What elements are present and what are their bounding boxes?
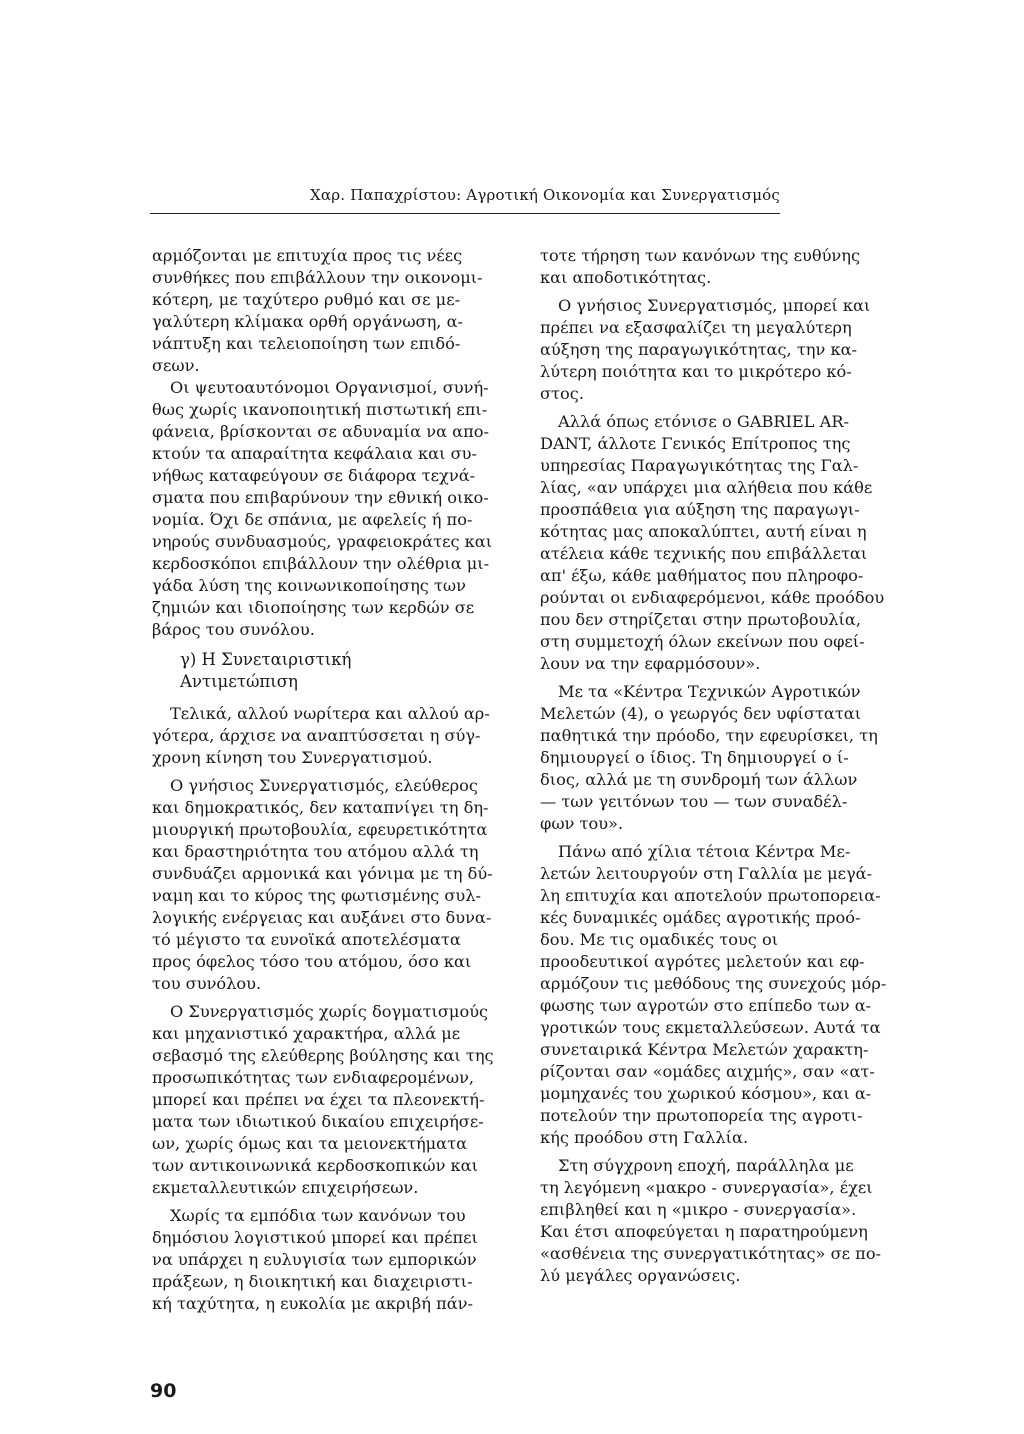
text-line: δου. Με τις ομαδικές τους οι: [540, 930, 779, 949]
text-line: κότερη, με ταχύτερο ρυθμό και σε με-: [152, 290, 461, 309]
text-line: συνεταιρικά Κέντρα Μελετών χαρακτη-: [540, 1040, 869, 1059]
text-line: γάδα λύση της κοινωνικοποίησης των: [152, 576, 466, 595]
text-line: κερδοσκόποι επιβάλλουν την ολέθρια μι-: [152, 554, 490, 573]
text-line: σεβασμό της ελεύθερης βούλησης και της: [152, 1046, 494, 1065]
header-rule: [150, 213, 780, 214]
text-line: μομηχανές του χωρικού κόσμου», και α-: [540, 1084, 872, 1103]
text-line: προσωπικότητας των ενδιαφερομένων,: [152, 1068, 475, 1087]
text-line: ποτελούν την πρωτοπορεία της αγροτι-: [540, 1106, 863, 1125]
text-line: αρμόζουν τις μεθόδους της συνεχούς μόρ-: [540, 974, 887, 993]
text-line: σεων.: [152, 356, 200, 375]
text-line: τοτε τήρηση των κανόνων της ευθύνης: [540, 246, 861, 265]
text-line: λύτερη ποιότητα και το μικρότερο κό-: [540, 362, 852, 381]
text-line: Ο Συνεργατισμός χωρίς δογματισμούς: [170, 1002, 489, 1021]
text-line: δημιουργεί ο ίδιος. Τη δημιουργεί ο ί-: [540, 748, 849, 767]
text-line: Αλλά όπως ετόνισε ο GABRIEL AR-: [558, 412, 849, 431]
text-line: νήθως καταφεύγουν σε διάφορα τεχνά-: [152, 466, 476, 485]
text-line: συνδυάζει αρμονικά και γόνιμα με τη δύ-: [152, 864, 493, 883]
text-line: απ' έξω, κάθε μαθήματος που πληροφο-: [540, 566, 864, 585]
text-line: κές δυναμικές ομάδες αγροτικής προό-: [540, 908, 861, 927]
text-line: βάρος του συνόλου.: [152, 620, 315, 639]
text-line: λη επιτυχία και αποτελούν πρωτοπορεια-: [540, 886, 881, 905]
text-line: και αποδοτικότητας.: [540, 268, 712, 287]
text-line: γότερα, άρχισε να αναπτύσσεται η σύγ-: [152, 726, 481, 745]
text-line: Τελικά, αλλού νωρίτερα και αλλού αρ-: [170, 704, 490, 723]
text-line: επιβληθεί και η «μικρο - συνεργασία».: [540, 1200, 857, 1219]
text-line: Πάνω από χίλια τέτοια Κέντρα Με-: [558, 842, 851, 861]
text-line: Οι ψευτοαυτόνομοι Οργανισμοί, συνή-: [170, 378, 489, 397]
text-line: και δημοκρατικός, δεν καταπνίγει τη δη-: [152, 798, 489, 817]
text-line: αρμόζονται με επιτυχία προς τις νέες: [152, 246, 463, 265]
text-line: ματα των ιδιωτικού δικαίου επιχειρήσε-: [152, 1112, 484, 1131]
text-line: ων, χωρίς όμως και τα μειονεκτήματα: [152, 1134, 468, 1153]
text-line: μπορεί και πρέπει να έχει τα πλεονεκτή-: [152, 1090, 485, 1109]
text-line: λετών λειτουργούν στη Γαλλία με μεγά-: [540, 864, 873, 883]
text-line: στος.: [540, 384, 584, 403]
text-line: αύξηση της παραγωγικότητας, την κα-: [540, 340, 857, 359]
text-line: και δραστηριότητα του ατόμου αλλά τη: [152, 842, 479, 861]
text-line: να υπάρχει η ευλυγισία των εμπορικών: [152, 1250, 477, 1269]
section-subheading: γ) Η Συνεταιριστική Αντιμετώπιση: [180, 650, 352, 691]
text-line: νάπτυξη και τελειοποίηση των επιδό-: [152, 334, 461, 353]
running-header: Χαρ. Παπαχρίστου: Αγροτική Οικονομία και Συνεργατισμός: [310, 186, 780, 204]
text-line: συνθήκες που επιβάλλουν την οικονομι-: [152, 268, 483, 287]
text-line: Ο γνήσιος Συνεργατισμός, ελεύθερος: [170, 776, 478, 795]
text-line: νηρούς συνδυασμούς, γραφειοκράτες και: [152, 532, 493, 551]
text-line: κή ταχύτητα, η ευκολία με ακριβή πάν-: [152, 1294, 473, 1313]
text-line: νομία. Όχι δε σπάνια, με αφελείς ή πο-: [152, 510, 473, 529]
text-line: θως χωρίς ικανοποιητική πιστωτική επι-: [152, 400, 488, 419]
text-line: που δεν στηρίζεται στην πρωτοβουλία,: [540, 610, 861, 629]
text-line: κτούν τα απαραίτητα κεφάλαια και συ-: [152, 444, 477, 463]
text-line: προς όφελος τόσο του ατόμου, όσο και: [152, 952, 472, 971]
text-line: σματα που επιβαρύνουν την εθνική οικο-: [152, 488, 489, 507]
text-line: «ασθένεια της συνεργατικότητας» σε πο-: [540, 1244, 882, 1263]
text-line: λίας, «αν υπάρχει μια αλήθεια που κάθε: [540, 478, 873, 497]
text-line: ρούνται οι ενδιαφερόμενοι, κάθε προόδου: [540, 588, 885, 607]
text-line: — των γειτόνων του — των συναδέλ-: [540, 792, 848, 811]
text-line: των αντικοινωνικά κερδοσκοπικών και: [152, 1156, 478, 1175]
text-line: διος, αλλά με τη συνδρομή των άλλων: [540, 770, 858, 789]
text-line: γαλύτερη κλίμακα ορθή οργάνωση, α-: [152, 312, 463, 331]
text-line: Στη σύγχρονη εποχή, παράλληλα με: [558, 1156, 854, 1175]
text-line: κής προόδου στη Γαλλία.: [540, 1128, 749, 1147]
text-line: τό μέγιστο τα ευνοϊκά αποτελέσματα: [152, 930, 461, 949]
text-line: ναμη και το κύρος της φωτισμένης συλ-: [152, 886, 481, 905]
text-line: φωσης των αγροτών στο επίπεδο των α-: [540, 996, 872, 1015]
left-column: [152, 245, 494, 1315]
text-line: προοδευτικοί αγρότες μελετούν και εφ-: [540, 952, 865, 971]
text-line: του συνόλου.: [152, 974, 262, 993]
text-line: Με τα «Κέντρα Τεχνικών Αγροτικών: [558, 682, 861, 701]
text-line: στη συμμετοχή όλων εκείνων που οφεί-: [540, 632, 865, 651]
text-line: εκμεταλλευτικών επιχειρήσεων.: [152, 1178, 419, 1197]
text-line: και μηχανιστικό χαρακτήρα, αλλά με: [152, 1024, 461, 1043]
text-line: γροτικών τους εκμεταλλεύσεων. Αυτά τα: [540, 1018, 881, 1037]
text-line: λύ μεγάλες οργανώσεις.: [540, 1266, 741, 1285]
text-line: Μελετών (4), ο γεωργός δεν υφίσταται: [540, 704, 862, 723]
text-line: ζημιών και ιδιοποίησης των κερδών σε: [152, 598, 475, 617]
text-line: κότητας μας αποκαλύπτει, αυτή είναι η: [540, 522, 867, 541]
text-line: πράξεων, η διοικητική και διαχειριστι-: [152, 1272, 473, 1291]
text-line: μιουργική πρωτοβουλία, εφευρετικότητα: [152, 820, 488, 839]
text-line: παθητικά την πρόοδο, την εφευρίσκει, τη: [540, 726, 878, 745]
page-number: 90: [150, 1380, 177, 1402]
text-line: δημόσιου λογιστικού μπορεί και πρέπει: [152, 1228, 478, 1247]
text-line: ατέλεια κάθε τεχνικής που επιβάλλεται: [540, 544, 868, 563]
text-line: Ο γνήσιος Συνεργατισμός, μπορεί και: [558, 296, 871, 315]
text-line: χρονη κίνηση του Συνεργατισμού.: [152, 748, 433, 767]
text-line: υπηρεσίας Παραγωγικότητας της Γαλ-: [540, 456, 859, 475]
text-line: Χωρίς τα εμπόδια των κανόνων του: [170, 1206, 466, 1225]
text-line: ρίζονται σαν «ομάδες αιχμής», σαν «ατ-: [540, 1062, 875, 1081]
text-line: φάνεια, βρίσκονται σε αδυναμία να απο-: [152, 422, 489, 441]
text-line: DANT, άλλοτε Γενικός Επίτροπος της: [540, 434, 851, 453]
text-line: τη λεγόμενη «μακρο - συνεργασία», έχει: [540, 1178, 873, 1197]
text-line: προσπάθεια για αύξηση της παραγωγι-: [540, 500, 860, 519]
text-line: λογικής ενέργειας και αυξάνει στο δυνα-: [152, 908, 492, 927]
text-line: φων του».: [540, 814, 624, 833]
text-line: πρέπει να εξασφαλίζει τη μεγαλύτερη: [540, 318, 852, 337]
text-line: λουν να την εφαρμόσουν».: [540, 654, 761, 673]
text-line: Και έτσι αποφεύγεται η παρατηρούμενη: [540, 1222, 868, 1241]
right-column: [540, 245, 887, 1287]
